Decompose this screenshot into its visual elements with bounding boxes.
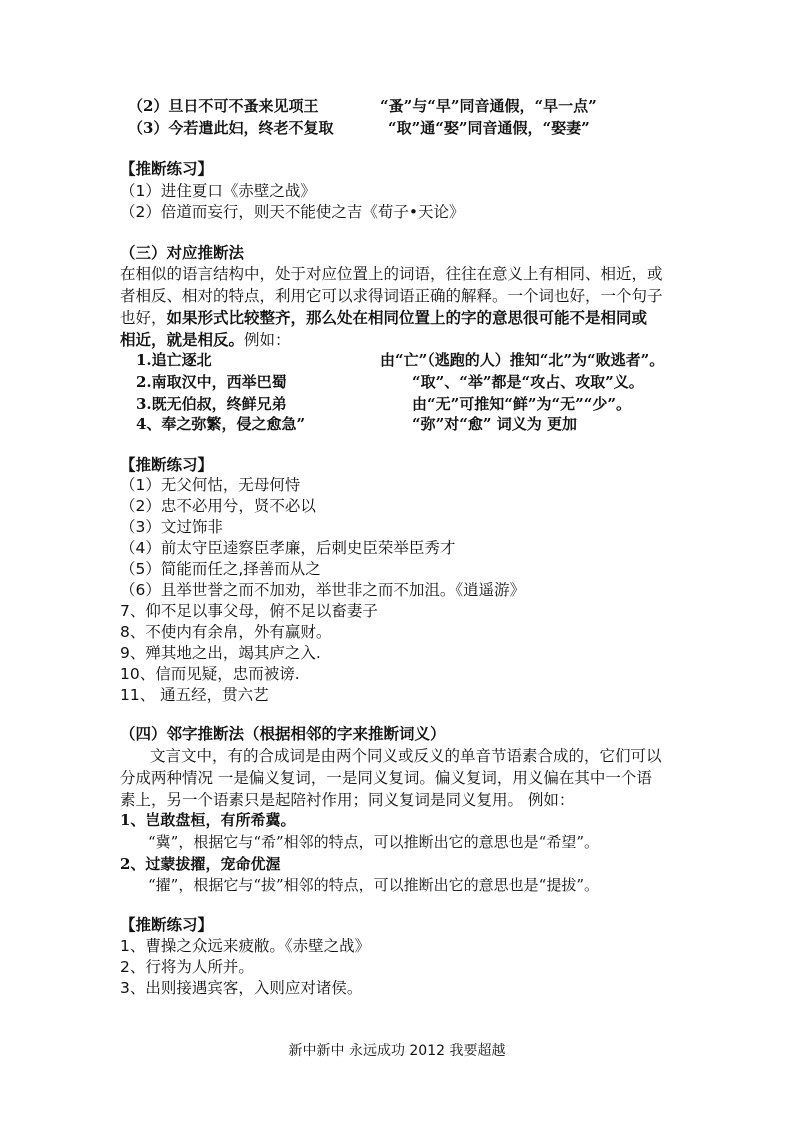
practice2-item: 10、信而见疑，忠而被谤. <box>120 665 300 683</box>
practice-heading-1: 【推断练习】 <box>120 160 214 178</box>
section3-heading: （三）对应推断法 <box>120 244 245 262</box>
practice2-item: （4）前太守臣逵察臣孝廉，后刺史臣荣举臣秀才 <box>120 539 456 557</box>
section4-para-line: 分成两种情况 一是偏义复词，一是同义复词。偏义复词，用义偏在其中一个语 <box>120 769 652 787</box>
section3-example-right: “取”、“举”都是“攻占、攻取”义。 <box>412 373 644 391</box>
practice2-item: （5）简能而任之,择善而从之 <box>120 560 321 578</box>
example-left-2: （2）旦日不可不蚤来见项王 <box>128 97 319 115</box>
section3-example-left: 2.南取汉中，西举巴蜀 <box>136 373 287 391</box>
practice2-item: （6）且举世誉之而不加劝，举世非之而不加沮。《逍遥游》 <box>120 581 526 599</box>
practice2-item: （1）无父何怙，无母何恃 <box>120 476 301 494</box>
practice1-item: （1）进住夏口《赤壁之战》 <box>120 182 316 200</box>
practice2-item: （2）忠不必用兮，贤不必以 <box>120 497 316 515</box>
section4-example-explain: “冀”，根据它与“希”相邻的特点，可以推断出它的意思也是“希望”。 <box>148 833 600 851</box>
section4-example-title: 1、岂敢盘桓，有所希冀。 <box>120 811 296 829</box>
section3-para-line: 在相似的语言结构中，处于对应位置上的词语，往往在意义上有相同、相近，或 <box>120 265 663 283</box>
section4-heading: （四）邻字推断法（根据相邻的字来推断词义） <box>120 725 446 743</box>
section4-para-line: 素上，另一个语素只是起陪衬作用；同义复词是同义复用。 例如： <box>120 791 575 809</box>
practice2-item: 7、仰不足以事父母，俯不足以畜妻子 <box>120 602 378 620</box>
example-right-2: “蚤”与“早”同音通假，“早一点” <box>380 97 597 115</box>
practice-heading-3: 【推断练习】 <box>120 916 214 934</box>
section3-example-right: 由“亡”（逃跑的人）推知“北”为“败逃者”。 <box>380 351 665 369</box>
practice-heading-2: 【推断练习】 <box>120 456 214 474</box>
section4-para-line: 文言文中，有的合成词是由两个同义或反义的单音节语素合成的，它们可以 <box>150 747 662 765</box>
practice2-item: 9、殚其地之出，竭其庐之入. <box>120 644 321 662</box>
page-footer: 新中新中 永远成功 2012 我要超越 <box>288 1043 506 1059</box>
practice3-item: 2、行将为人所并。 <box>120 958 254 976</box>
para-bold: 相近，就是相反。 <box>120 331 245 349</box>
practice2-item: 11、 通五经，贯六艺 <box>120 686 269 704</box>
para-bold: 如果形式比较整齐，那么处在相同位置上的字的意思很可能不是相同或 <box>166 309 648 327</box>
practice3-item: 1、曹操之众远来疲敝。《赤壁之战》 <box>120 937 371 955</box>
practice3-item: 3、出则接遇宾客，入则应对诸侯。 <box>120 979 363 997</box>
section3-para-line <box>120 307 647 329</box>
section3-example-left: 3.既无伯叔，终鲜兄弟 <box>136 395 287 413</box>
section4-example-explain: “擢”，根据它与“拔”相邻的特点，可以推断出它的意思也是“提拔”。 <box>148 876 600 894</box>
section3-para-line <box>120 329 291 351</box>
practice2-item: （3）文过饰非 <box>120 518 223 536</box>
practice1-item: （2）倍道而妄行，则天不能使之吉《荀子•天论》 <box>120 203 465 221</box>
example-left-3: （3）今若遣此妇，终老不复取 <box>128 119 334 137</box>
section3-para-line: 者相反、相对的特点，利用它可以求得词语正确的解释。一个词也好，一个句子 <box>120 287 663 305</box>
section3-example-right: “弥”对“愈” 词义为 更加 <box>412 415 577 433</box>
practice2-item: 8、不使内有余帛，外有赢财。 <box>120 623 332 641</box>
example-right-3: “取”通“娶”同音通假，“娶妻” <box>388 119 590 137</box>
section4-example-title: 2、过蒙拔擢，宠命优渥 <box>120 855 281 873</box>
para-plain: 也好， <box>120 309 167 327</box>
section3-example-right: 由“无”可推知“鲜”为“无”“少”。 <box>412 395 632 413</box>
section3-example-left: 4、奉之弥繁，侵之愈急” <box>136 415 306 433</box>
section3-example-left: 1.追亡逐北 <box>136 351 212 369</box>
para-plain: 例如： <box>244 331 291 349</box>
